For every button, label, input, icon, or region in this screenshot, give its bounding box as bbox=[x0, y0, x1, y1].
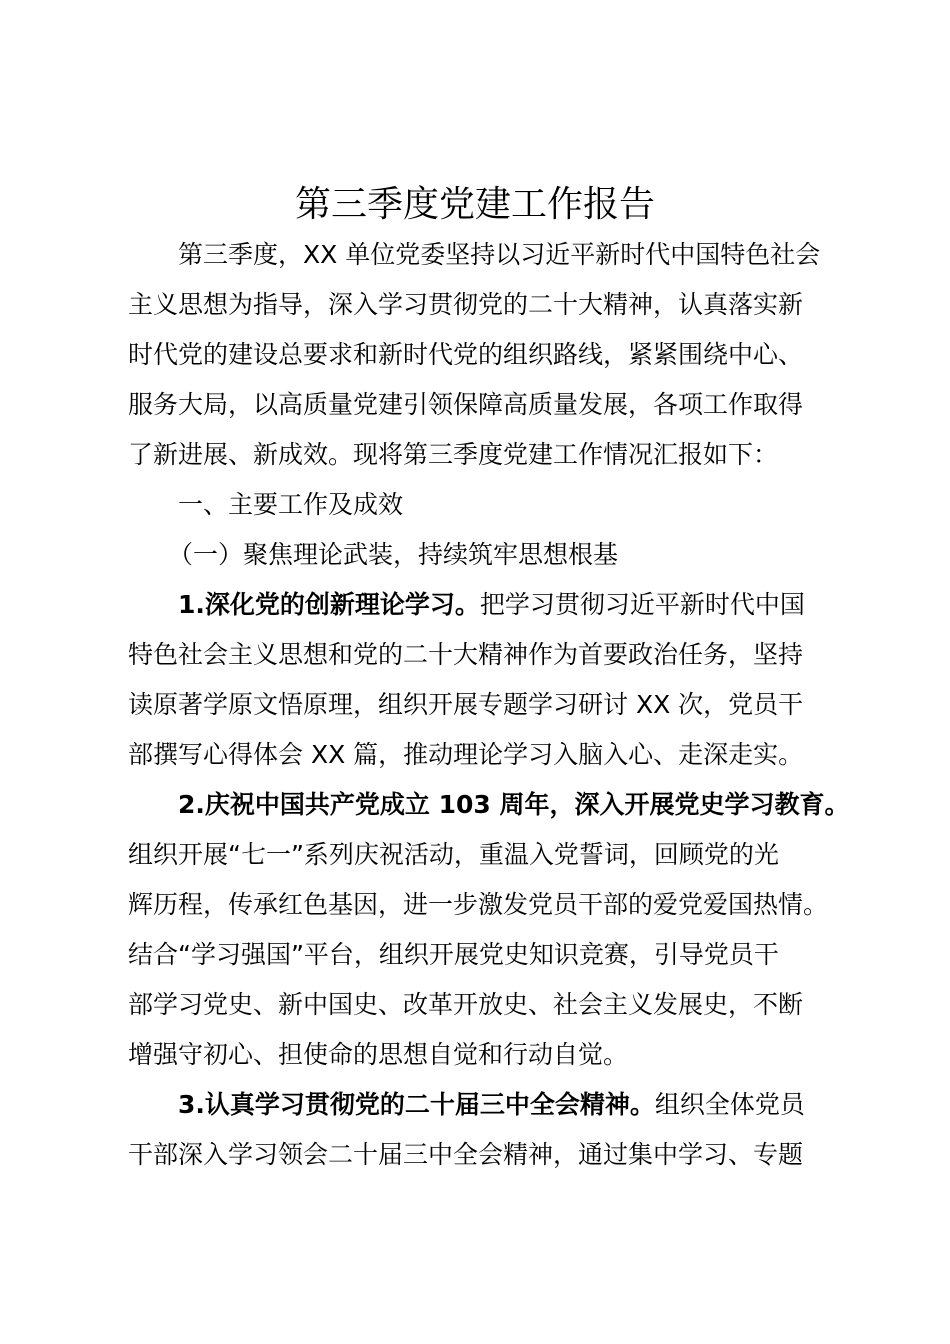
intro-line: 第三季度，XX 单位党委坚持以习近平新时代中国特色社会 bbox=[178, 240, 821, 269]
document-body bbox=[128, 230, 850, 1180]
intro-line: 服务大局，以高质量党建引领保障高质量发展，各项工作取得 bbox=[128, 390, 804, 419]
item-1-first-line bbox=[128, 580, 840, 630]
item-3-bold-heading: 3.认真学习贯彻党的二十届三中全会精神。 bbox=[178, 1090, 655, 1119]
intro-paragraph bbox=[128, 230, 840, 480]
item-2-paragraph bbox=[128, 780, 850, 1080]
item-2-line: 辉历程，传承红色基因，进一步激发党员干部的爱党爱国热情。 bbox=[128, 890, 829, 919]
item-2-bold-heading: 2.庆祝中国共产党成立 103 周年，深入开展党史学习教育。 bbox=[178, 790, 850, 819]
section-heading: 一、主要工作及成效 bbox=[178, 490, 404, 519]
item-2-line: 组织开展“七一”系列庆祝活动，重温入党誓词，回顾党的光 bbox=[128, 840, 779, 869]
item-3-paragraph bbox=[128, 1080, 840, 1180]
item-1-line: 部撰写心得体会 XX 篇，推动理论学习入脑入心、走深走实。 bbox=[128, 740, 804, 769]
item-3-line: 干部深入学习领会二十届三中全会精神，通过集中学习、专题 bbox=[128, 1140, 804, 1169]
intro-line: 时代党的建设总要求和新时代党的组织路线，紧紧围绕中心、 bbox=[128, 340, 804, 369]
item-2-line: 部学习党史、新中国史、改革开放史、社会主义发展史，不断 bbox=[128, 990, 804, 1019]
subsection-heading: （一）聚焦理论武装，持续筑牢思想根基 bbox=[168, 540, 619, 569]
item-1-paragraph bbox=[128, 580, 840, 780]
item-1-text: 把学习贯彻习近平新时代中国 bbox=[479, 590, 805, 619]
item-3-first-line bbox=[128, 1080, 840, 1130]
document-title: 第三季度党建工作报告 bbox=[294, 184, 655, 225]
intro-line: 了新进展、新成效。现将第三季度党建工作情况汇报如下： bbox=[128, 440, 779, 469]
intro-line: 主义思想为指导，深入学习贯彻党的二十大精神，认真落实新 bbox=[128, 290, 804, 319]
item-2-line: 结合“学习强国”平台，组织开展党史知识竞赛，引导党员干 bbox=[128, 940, 779, 969]
item-3-text: 组织全体党员 bbox=[654, 1090, 805, 1119]
item-1-line: 特色社会主义思想和党的二十大精神作为首要政治任务，坚持 bbox=[128, 640, 804, 669]
item-2-line: 增强守初心、担使命的思想自觉和行动自觉。 bbox=[128, 1040, 629, 1069]
item-1-line: 读原著学原文悟原理，组织开展专题学习研讨 XX 次，党员干 bbox=[128, 690, 804, 719]
item-1-bold-heading: 1.深化党的创新理论学习。 bbox=[178, 590, 480, 619]
